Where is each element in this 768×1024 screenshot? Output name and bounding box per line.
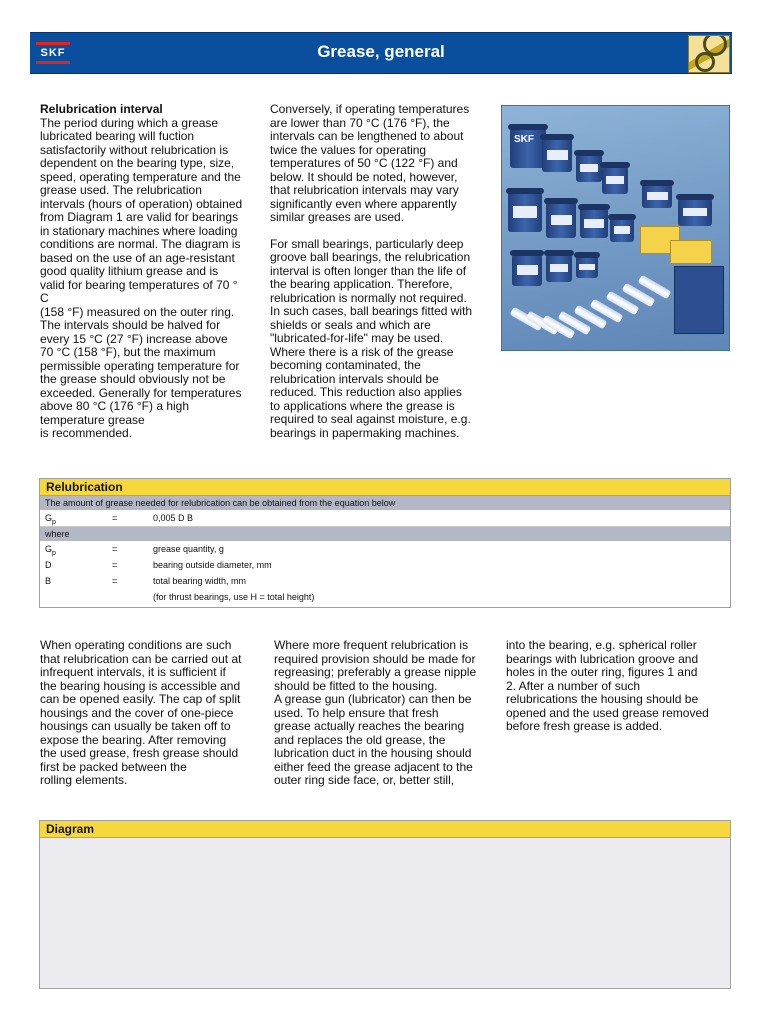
- paragraph-infrequent-relubrication: When operating conditions are such that relubrication can be carried out at infrequent intervals, it is sufficient if the bearing housing is accessible and can be opened easily. The cap of split housings and the cover of one-piece housings can usually be taken off to expose the bearing. After removing the used grease, fresh grease should first be packed between the rolling elements.: [40, 638, 242, 787]
- variable-equals: =: [112, 576, 118, 586]
- equation-symbol: $G_p$: [45, 513, 56, 526]
- diagram-panel: [39, 820, 731, 989]
- photo-brand-label: SKF: [514, 134, 534, 145]
- section-body: The period during which a grease lubricated bearing will fuction satisfactorily without relubrication is dependent on the bearing type, size, speed, operating temperature and the grease used. The relubrication intervals (hours of operation) obtained from Diagram 1 are valid for bearings in stationary machines where loading conditions are normal. The diagram is based on the use of an age-resistant good quality lithium grease and is valid for bearing temperatures of 70 ° C (158 °F) measured on the outer ring. The intervals should be halved for every 15 °C (27 °F) increase above 70 °C (158 °F), but the maximum permissible operating temperature for the grease should obviously not be exceeded. Generally for temperatures above 80 °C (176 °F) a high temperature grease is recommended.: [40, 115, 243, 440]
- equation-row: [40, 510, 730, 527]
- page-header: [30, 32, 732, 74]
- variable-equals: =: [112, 544, 118, 554]
- variable-symbol: $G_p$: [45, 544, 56, 557]
- header-thumbnail-image: [688, 35, 730, 73]
- page-title: Grease, general: [317, 42, 445, 61]
- variable-row: [40, 573, 730, 589]
- equation-equals: =: [112, 513, 118, 523]
- relubrication-title: Relubrication: [40, 479, 730, 496]
- variable-symbol: B: [45, 576, 52, 586]
- bottom-column-1: [40, 639, 262, 788]
- thrust-bearing-note: (for thrust bearings, use H = total height): [153, 592, 315, 602]
- grease-products-photo: [501, 105, 730, 351]
- variable-equals: =: [112, 560, 118, 570]
- paragraph-relubrication-continued: into the bearing, e.g. spherical roller bearings with lubrication groove and holes in the outer ring, figures 1 and 2. After a number of such relubrications the housing should be opened and the used grease removed before fresh grease is added.: [506, 638, 709, 733]
- paragraph-small-bearings: For small bearings, particularly deep groove ball bearings, the relubrication interval is often longer than the life of the bearing application. Therefore, relubrication is normally not required. In such cases, ball bearings fitted with shields or seals and which are "lubricated-for-life" may be used. Where there is a risk of the grease becoming contaminated, the relubrication intervals should be reduced. This reduction also applies to applications where the grease is required to seal against moisture, e.g. bearings in papermaking machines.: [270, 236, 473, 440]
- bottom-column-2: [274, 639, 496, 788]
- temperature-section: [270, 103, 492, 440]
- paragraph-frequent-relubrication: Where more frequent relubrication is required provision should be made for regreasing; preferably a grease nipple should be fitted to the housing. A grease gun (lubricator) can then be used. To help ensure that fresh grease actually reaches the bearing and replaces the old grease, the lubrication duct in the housing should either feed the grease adjacent to the outer ring side face, or, better still,: [274, 638, 477, 787]
- relubrication-table: [39, 478, 731, 608]
- variable-description: grease quantity, g: [153, 544, 224, 554]
- paragraph-lower-temperatures: Conversely, if operating temperatures are lower than 70 °C (176 °F), the intervals can be lengthened to about twice the values for operating temperatures of 50 °C (122 °F) and below. It should be noted, however, that relubrication intervals may vary significantly even where apparently similar greases are used.: [270, 102, 470, 224]
- equation-value: 0,005 D B: [153, 513, 194, 523]
- relubrication-intro: The amount of grease needed for relubrication can be obtained from the equation below: [40, 496, 730, 510]
- logo-text: SKF: [40, 47, 66, 59]
- variable-description: total bearing width, mm: [153, 576, 247, 586]
- variable-symbol: D: [45, 560, 52, 570]
- variable-description: bearing outside diameter, mm: [153, 560, 272, 570]
- section-heading: Relubrication interval: [40, 102, 163, 116]
- relubrication-interval-section: [40, 103, 260, 441]
- diagram-title: Diagram: [40, 821, 730, 838]
- where-bar: where: [40, 527, 730, 541]
- note-row: [40, 589, 730, 605]
- variable-row: [40, 541, 730, 557]
- variable-row: [40, 557, 730, 573]
- bottom-column-3: [506, 639, 728, 734]
